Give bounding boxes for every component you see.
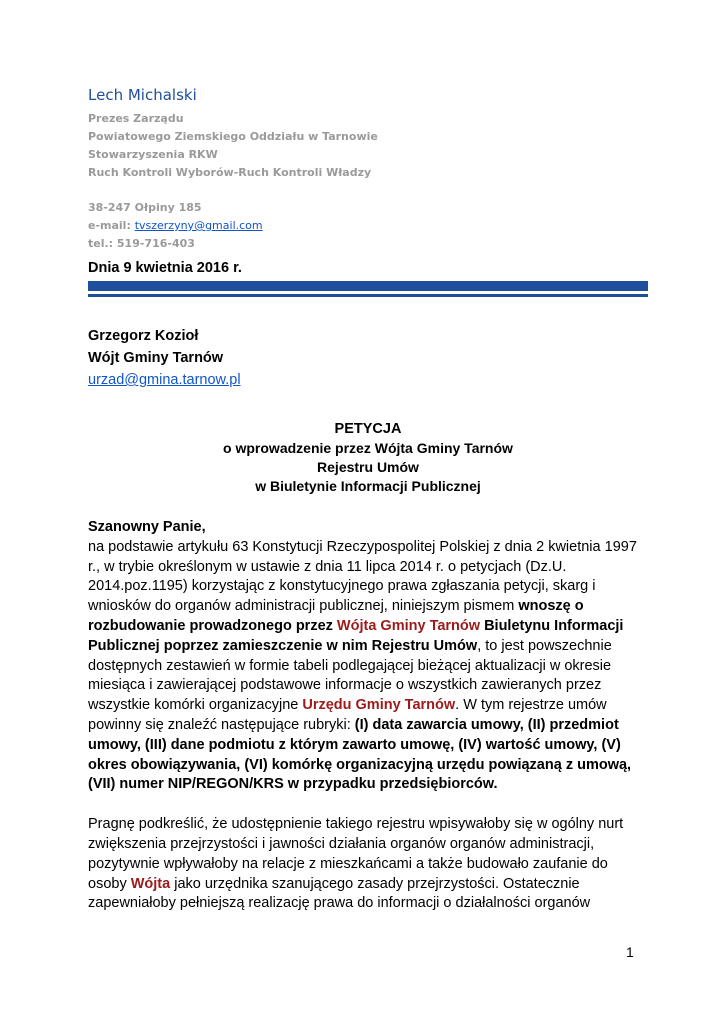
title-line: PETYCJA — [334, 421, 402, 437]
sender-org-line: Stowarzyszenia RKW — [88, 148, 218, 161]
sender-address: 38-247 Ołpiny 185 — [88, 201, 202, 214]
sender-phone: tel.: 519-716-403 — [88, 237, 195, 250]
recipient-email-link[interactable]: urzad@gmina.tarnow.pl — [88, 372, 241, 388]
bold-run: (I) data zawarcia umowy, (II) przedmiot umowy, (III) dane podmiotu z którym zawarto umowę, (IV) wartość umowy, (V) okres obowiązywania, (VI) komórkę organizacyjną urzędu powiązaną z umową, (VII) numer NIP/REGON/KRS w przypadku przedsiębiorców. — [88, 716, 632, 793]
sender-email-link[interactable]: tvszerzyny@gmail.com — [134, 219, 263, 232]
title-line: w Biuletynie Informacji Publicznej — [255, 478, 481, 494]
header-rule — [88, 281, 648, 291]
paragraph — [88, 538, 648, 795]
petition-title — [88, 420, 648, 496]
greeting: Szanowny Panie, — [88, 519, 206, 535]
paragraph — [88, 815, 648, 914]
sender-org-line: Ruch Kontroli Wyborów-Ruch Kontroli Władzy — [88, 166, 372, 179]
text-run: Pragnę podkreślić, że udostępnienie takiego rejestru wpisywałoby się w ogólny nurt zwiększenia przejrzystości i jawności działania organów organów administracji, pozytywnie wpływałoby na relacje z mieszkańcami a także budowało zaufanie do osoby — [88, 816, 624, 892]
text-run: jako urzędnika szanującego zasady przejrzystości. Ostatecznie zapewniałoby pełniejszą realizację prawa do informacji o działalności organów — [88, 875, 591, 912]
sender-block — [88, 86, 648, 253]
text-run: , to jest powszechnie dostępnych zestawień w formie tabeli podlegającej bieżącej aktualizacji w okresie miesiąca i zawierającej podstawowe informacje o wszystkich zawieranych przez wszystkie komórki organizacyjne — [88, 637, 612, 714]
highlight-run: Wójta Gminy Tarnów — [336, 617, 481, 634]
highlight-run: Urzędu Gminy Tarnów — [302, 697, 456, 714]
title-line: o wprowadzenie przez Wójta Gminy Tarnów — [223, 440, 513, 456]
text-run: na podstawie artykułu 63 Konstytucji Rzeczypospolitej Polskiej z dnia 2 kwietnia 1997 r., w trybie określonym w ustawie z dnia 11 lipca 2014 r. o petycjach (Dz.U. 2014.poz.1195) korzystając z konstytucyjnego prawa zgłaszania petycji, skarg i wniosków do organów administracji publicznej, niniejszym pismem — [88, 538, 637, 615]
recipient-block — [88, 325, 241, 391]
recipient-role: Wójt Gminy Tarnów — [88, 350, 224, 366]
sender-email-label: e-mail: — [88, 219, 135, 232]
letter-date: Dnia 9 kwietnia 2016 r. — [88, 260, 242, 276]
text-run: . W tym rejestrze umów powinny się znaleźć następujące rubryki: — [88, 697, 607, 733]
sender-org-line: Powiatowego Ziemskiego Oddziału w Tarnowie — [88, 130, 378, 143]
bold-run: wnoszę o rozbudowanie prowadzonego przez — [88, 598, 584, 634]
letter-body — [88, 518, 648, 914]
sender-name: Lech Michalski — [88, 86, 197, 104]
sender-title: Prezes Zarządu — [88, 112, 184, 125]
bold-run: Biuletynu Informacji Publicznej poprzez zamieszczenie w nim Rejestru Umów — [88, 617, 624, 654]
sender-email-line — [88, 217, 648, 235]
title-line: Rejestru Umów — [317, 459, 419, 475]
page-number: 1 — [626, 944, 634, 960]
header-rule-thin — [88, 294, 648, 297]
highlight-run: Wójta — [130, 875, 171, 892]
recipient-name: Grzegorz Kozioł — [88, 328, 199, 344]
